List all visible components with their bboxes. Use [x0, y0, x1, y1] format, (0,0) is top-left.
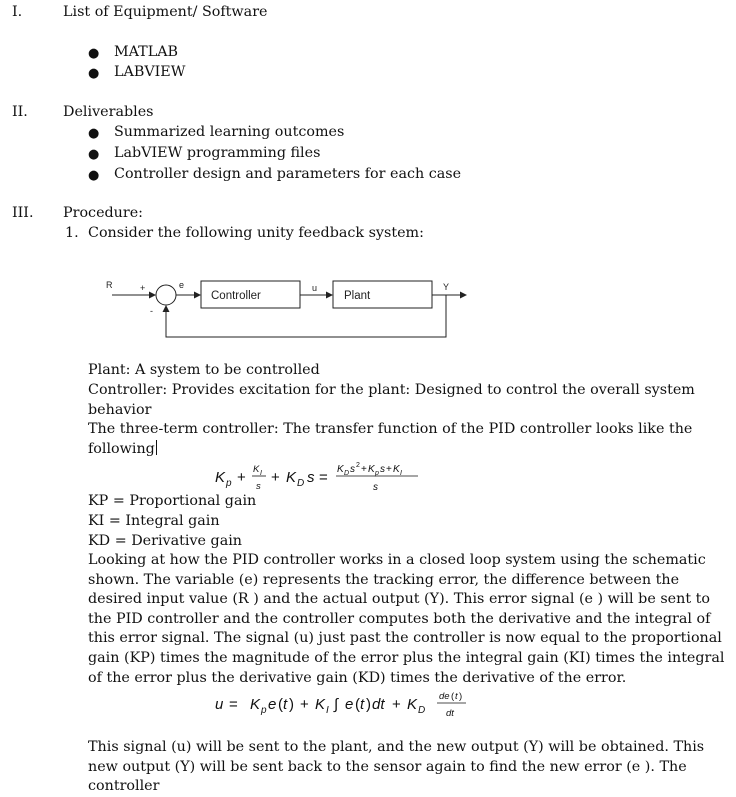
controller-block-label: Controller [211, 290, 261, 302]
svg-text:+: + [361, 464, 367, 475]
svg-text:+: + [386, 464, 392, 475]
svg-text:p: p [226, 478, 232, 489]
diagram-minus-sign: - [150, 306, 153, 316]
svg-text:+: + [271, 469, 280, 486]
text-cursor [156, 440, 157, 455]
svg-text:K: K [250, 696, 261, 713]
svg-text:+: + [237, 469, 246, 486]
svg-text:K: K [407, 696, 418, 713]
svg-text:(: ( [451, 691, 455, 702]
diagram-output-label: Y [443, 282, 450, 292]
svg-text:I: I [260, 470, 262, 477]
gain-definition: KD = Derivative gain [88, 533, 242, 549]
plant-block-label: Plant [344, 290, 371, 302]
svg-text:s: s [373, 482, 378, 493]
svg-text:s: s [380, 464, 385, 475]
svg-text:=: = [229, 696, 238, 713]
svg-text:p: p [375, 470, 379, 477]
svg-text:K: K [368, 464, 375, 475]
bullet-icon: ● [88, 126, 100, 141]
feedback-diagram [100, 276, 470, 342]
svg-text:): ) [459, 691, 463, 702]
step-text: Consider the following unity feedback system: [88, 225, 424, 241]
final-paragraph: This signal (u) will be sent to the plant, and the new output (Y) will be obtained. This new output (Y) will be sent back to the sensor again to find the new error (e ). The controller [88, 739, 705, 795]
svg-text:2: 2 [356, 462, 360, 469]
svg-text:+: + [300, 696, 309, 713]
three-term-description: The three-term controller: The transfer function of the PID controller looks like the following [88, 421, 693, 457]
svg-text:∫: ∫ [334, 696, 339, 713]
svg-text:t: t [360, 696, 365, 713]
section-2-heading: Deliverables [63, 104, 154, 120]
section-3-numeral: III. [12, 205, 34, 221]
svg-text:e: e [268, 696, 277, 713]
svg-text:K: K [393, 464, 400, 475]
svg-text:(: ( [278, 696, 283, 713]
svg-text:D: D [297, 478, 305, 489]
svg-text:s: s [256, 481, 261, 492]
gain-definition: KI = Integral gain [88, 513, 220, 529]
svg-text:K: K [337, 464, 344, 475]
section-3-heading: Procedure: [63, 205, 144, 221]
svg-text:=: = [319, 469, 328, 486]
svg-text:t: t [455, 691, 458, 702]
svg-text:dt: dt [372, 696, 385, 713]
svg-text:): ) [366, 696, 371, 713]
list-item: MATLAB [114, 44, 179, 60]
list-item: Summarized learning outcomes [114, 124, 345, 140]
section-1-heading: List of Equipment/ Software [63, 4, 268, 20]
bullet-icon: ● [88, 66, 100, 81]
svg-text:): ) [289, 696, 294, 713]
plant-description: Plant: A system to be controlled [88, 362, 320, 378]
svg-text:dt: dt [446, 708, 454, 719]
bullet-icon: ● [88, 46, 100, 61]
summing-junction [156, 285, 176, 305]
svg-text:K: K [253, 464, 260, 475]
svg-text:t: t [283, 696, 288, 713]
diagram-error-label: e [179, 280, 185, 290]
svg-text:K: K [215, 469, 226, 486]
svg-text:I: I [400, 470, 402, 477]
svg-text:K: K [286, 469, 297, 486]
svg-text:D: D [418, 705, 426, 716]
controller-description: Controller: Provides excitation for the plant: Designed to control the overall system behavior [88, 382, 695, 418]
svg-text:e: e [345, 696, 354, 713]
section-2-numeral: II. [12, 104, 28, 120]
svg-text:I: I [326, 705, 329, 716]
svg-text:+: + [392, 696, 401, 713]
svg-text:u: u [215, 696, 224, 713]
svg-text:s: s [307, 469, 315, 486]
bullet-icon: ● [88, 168, 100, 183]
svg-text:de: de [439, 691, 450, 702]
svg-text:p: p [261, 705, 267, 716]
gain-definition: KP = Proportional gain [88, 493, 257, 509]
diagram-input-label: R [106, 280, 113, 290]
svg-text:(: ( [355, 696, 360, 713]
diagram-control-signal-label: u [312, 283, 318, 293]
diagram-plus-sign: + [140, 283, 146, 293]
svg-text:K: K [315, 696, 326, 713]
section-1-numeral: I. [12, 4, 23, 20]
step-number: 1. [65, 225, 79, 241]
svg-text:s: s [350, 464, 355, 475]
bullet-icon: ● [88, 147, 100, 162]
control-law-equation [205, 688, 480, 722]
closed-loop-paragraph: Looking at how the PID controller works in a closed loop system using the schematic shown. The variable (e) represents the tracking error, the difference between the desired input value (R ) and the actual output (Y). This error signal (e ) will be sent to the PID controller and the controller computes both the derivative and the integral of this error signal. The signal (u) just past the controller is now equal to the proportional gain (KP) times the magnitude of the error plus the integral gain (KI) times the integral of the error plus the derivative gain (KD) times the derivative of the error. [88, 552, 725, 686]
list-item: Controller design and parameters for each case [114, 166, 462, 182]
svg-text:D: D [344, 470, 350, 477]
list-item: LabVIEW programming files [114, 145, 321, 161]
pid-transfer-function [205, 458, 430, 496]
list-item: LABVIEW [114, 64, 186, 80]
